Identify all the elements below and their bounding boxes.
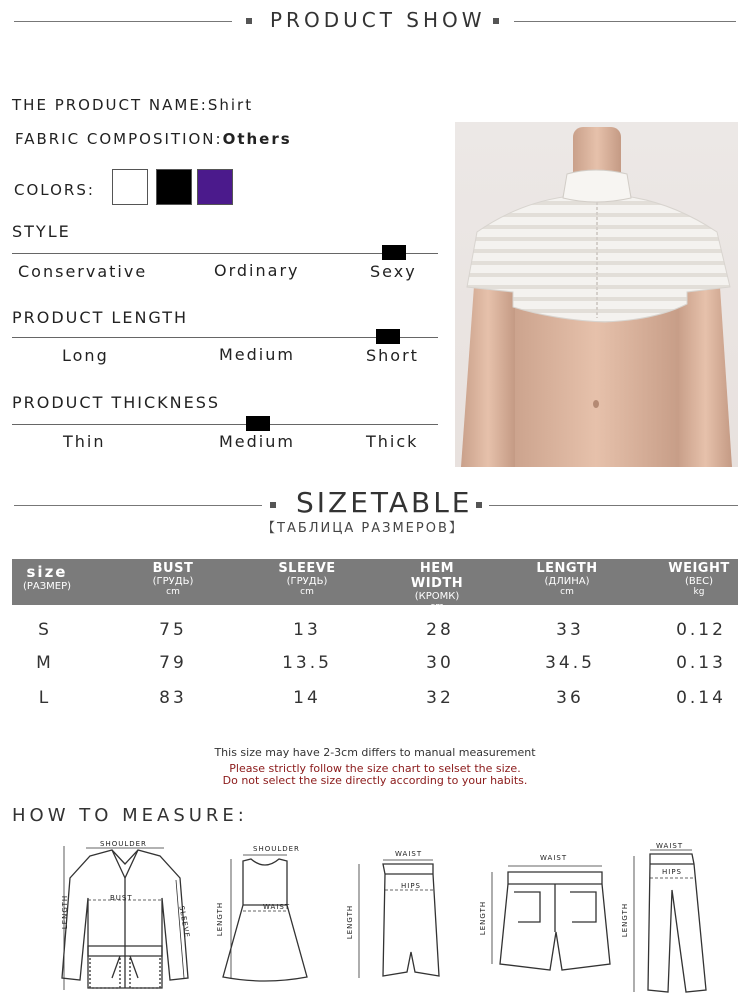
length-option-long: Long: [62, 346, 109, 365]
length-option-medium: Medium: [219, 345, 295, 364]
col-sleeve-unit: cm: [300, 587, 314, 597]
col-length-name: LENGTH: [536, 561, 598, 576]
col-weight-unit: kg: [693, 587, 705, 597]
label-waist: WAIST: [656, 842, 684, 850]
label-length: LENGTH: [346, 904, 355, 940]
cell-sleeve: 13.5: [282, 653, 332, 673]
col-hem-sub: (КРОМК): [414, 591, 460, 602]
cell-bust: 79: [159, 653, 187, 673]
cell-length: 36: [556, 688, 584, 708]
note-do-not-select: Do not select the size directly according to your habits.: [222, 774, 528, 787]
cell-weight: 0.14: [676, 688, 726, 708]
col-hem-name: HEM WIDTH: [410, 561, 464, 591]
col-bust: [138, 561, 208, 597]
cell-hem: 32: [426, 688, 454, 708]
style-option-sexy: Sexy: [370, 262, 417, 281]
page-title: PRODUCT SHOW: [270, 8, 486, 32]
thickness-marker: [246, 416, 270, 431]
jacket-diagram: [50, 838, 200, 998]
thickness-title: PRODUCT THICKNESS: [12, 393, 220, 412]
note-measurement: This size may have 2-3cm differs to manual measurement: [214, 746, 536, 759]
length-marker: [376, 329, 400, 344]
cell-length: 34.5: [545, 653, 595, 673]
cell-hem: 28: [426, 620, 454, 640]
sizetable-title: SIZETABLE: [296, 486, 473, 519]
label-bust: BUST: [110, 894, 133, 902]
fabric-label: FABRIC COMPOSITION:: [15, 130, 223, 148]
style-scale-line: [12, 253, 438, 254]
col-bust-name: BUST: [152, 561, 194, 576]
thickness-option-thick: Thick: [366, 432, 419, 451]
cell-size: L: [38, 688, 52, 708]
fabric-composition: [15, 130, 292, 148]
length-option-short: Short: [366, 346, 419, 365]
label-length: LENGTH: [621, 902, 630, 938]
sizetable-header: [12, 559, 738, 612]
style-option-ordinary: Ordinary: [214, 261, 300, 280]
length-scale-line: [12, 337, 438, 338]
col-hem-unit: cm: [430, 602, 444, 612]
pants-diagram: [620, 840, 730, 998]
colors-label: COLORS:: [14, 181, 95, 199]
skirt-icon: [345, 848, 445, 996]
header-rule-right: [514, 21, 736, 22]
col-size-name: size: [26, 563, 68, 581]
col-length-sub: (ДЛИНА): [544, 576, 590, 587]
header-square-left: [246, 18, 252, 24]
col-sleeve-name: SLEEVE: [278, 561, 336, 576]
skirt-diagram: [345, 848, 445, 996]
shorts-icon: [478, 852, 613, 982]
jacket-icon: [50, 838, 200, 998]
style-option-conservative: Conservative: [18, 262, 148, 281]
col-bust-sub: (ГРУДЬ): [152, 576, 194, 587]
col-size-sub: (РАЗМЕР): [22, 581, 72, 592]
col-size: [12, 563, 82, 592]
cell-sleeve: 13: [293, 620, 321, 640]
label-waist: WAIST: [395, 850, 423, 858]
thickness-option-thin: Thin: [63, 432, 106, 451]
style-marker: [382, 245, 406, 260]
product-name: THE PRODUCT NAME:Shirt: [12, 96, 254, 114]
mannequin-illustration: [455, 122, 738, 467]
col-weight-sub: (ВЕС): [685, 576, 713, 587]
cell-weight: 0.13: [676, 653, 726, 673]
note-follow-chart: Please strictly follow the size chart to selset the size.: [229, 762, 521, 775]
label-length: LENGTH: [216, 901, 225, 937]
cell-bust: 75: [159, 620, 187, 640]
col-weight: [664, 561, 734, 597]
label-length: LENGTH: [479, 900, 488, 936]
col-weight-name: WEIGHT: [668, 561, 730, 576]
measure-title: HOW TO MEASURE:: [12, 805, 248, 826]
label-shoulder: SHOULDER: [253, 845, 300, 853]
shorts-diagram: [478, 852, 613, 982]
color-swatch-white[interactable]: [112, 169, 148, 205]
product-photo: [455, 122, 738, 467]
thickness-scale-line: [12, 424, 438, 425]
label-waist: WAIST: [540, 854, 568, 862]
sizetable-square-right: [476, 502, 482, 508]
sizetable-subtitle: 【ТАБЛИЦА РАЗМЕРОВ】: [262, 521, 464, 536]
style-title: STYLE: [12, 222, 71, 241]
header-rule-left: [14, 21, 232, 22]
col-length-unit: cm: [560, 587, 574, 597]
label-hips: HIPS: [662, 868, 682, 876]
sizetable-rule-right: [489, 505, 738, 506]
label-shoulder: SHOULDER: [100, 840, 147, 848]
cell-hem: 30: [426, 653, 454, 673]
col-hem-width: [392, 561, 482, 612]
col-length: [532, 561, 602, 597]
cell-size: M: [36, 653, 54, 673]
header-square-right: [493, 18, 499, 24]
col-bust-unit: cm: [166, 587, 180, 597]
cell-length: 33: [556, 620, 584, 640]
col-sleeve-sub: (ГРУДЬ): [286, 576, 328, 587]
dress-diagram: [215, 845, 315, 995]
label-sleeve: SLEEVE: [177, 905, 191, 939]
sizetable-rule-left: [14, 505, 262, 506]
label-length: LENGTH: [61, 894, 70, 930]
length-title: PRODUCT LENGTH: [12, 308, 189, 327]
cell-sleeve: 14: [293, 688, 321, 708]
cell-size: S: [38, 620, 52, 640]
fabric-value: Others: [222, 130, 292, 148]
dress-icon: [215, 845, 315, 995]
col-sleeve: [272, 561, 342, 597]
label-hips: HIPS: [401, 882, 421, 890]
cell-bust: 83: [159, 688, 187, 708]
thickness-option-medium: Medium: [219, 432, 295, 451]
pants-icon: [620, 840, 730, 998]
color-swatch-black[interactable]: [156, 169, 192, 205]
label-waist: WAIST: [263, 903, 291, 911]
sizetable-square-left: [270, 502, 276, 508]
color-swatch-purple[interactable]: [197, 169, 233, 205]
cell-weight: 0.12: [676, 620, 726, 640]
